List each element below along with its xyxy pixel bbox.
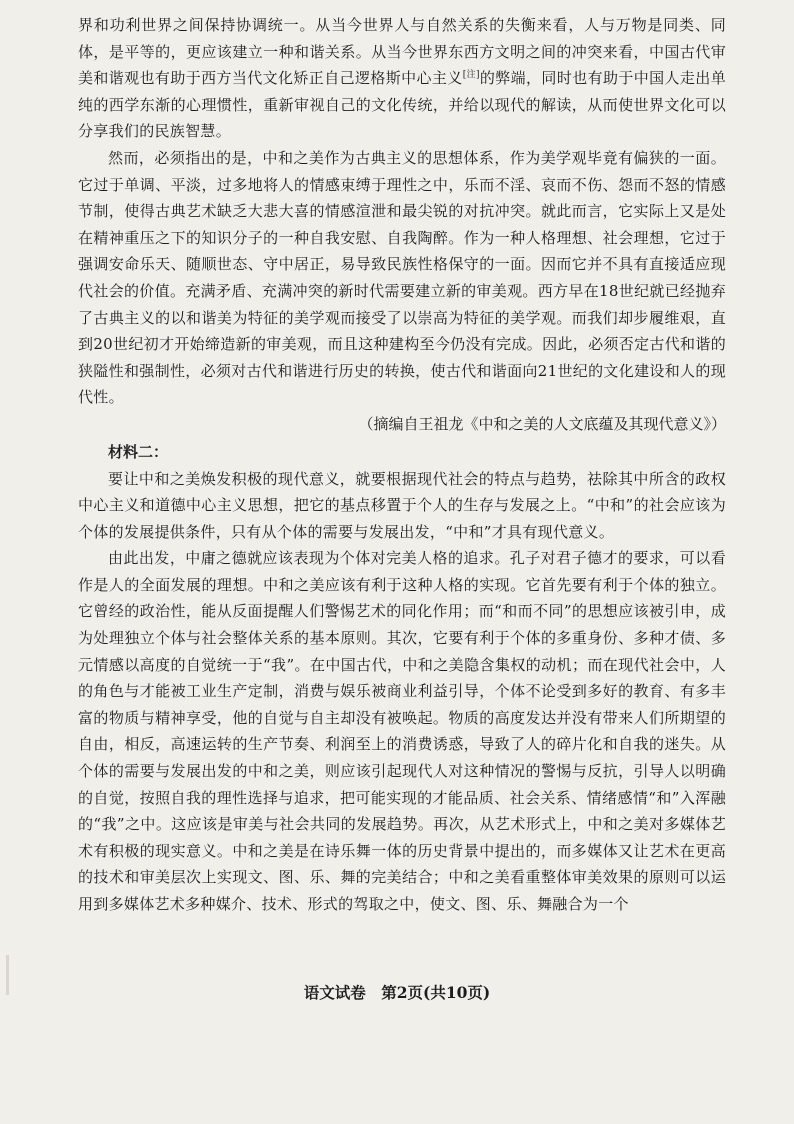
document-page [78,12,726,918]
paragraph-continuation [78,12,726,145]
footnote-marker: [注] [462,70,480,81]
paragraph-material-two-body: 由此出发，中庸之德就应该表现为个体对完美人格的追求。孔子对君子德才的要求，可以看作是人的全面发展的理想。中和之美应该有利于这种人格的实现。它首先要有利于个体的独立。它曾经的政治性，能从反面提醒人们警惕艺术的同化作用；而“和而不同”的思想应该被引申，成为处理独立个体与社会整体关系的基本原则。其次，它要有利于个体的多重身份、多种才债、多元情感以高度的自觉统一于“我”。在中国古代，中和之美隐含集权的动机；而在现代社会中，人的角色与才能被工业生产定制，消费与娱乐被商业利益引导，个体不论受到多好的教育、有多丰富的物质与精神享受，他的自觉与自主却没有被唤起。物质的高度发达并没有带来人们所期望的自由，相反，高速运转的生产节奏、利润至上的消费诱惑，导致了人的碎片化和自我的迷失。从个体的需要与发展出发的中和之美，则应该引起现代人对这种情况的警惕与反抗，引导人以明确的自觉，按照自我的理性选择与追求，把可能实现的才能品质、社会关系、情绪感情“和”入浑融的“我”之中。这应该是审美与社会共同的发展趋势。再次，从艺术形式上，中和之美对多媒体艺术有积极的现实意义。中和之美是在诗乐舞一体的历史背景中提出的，而多媒体又让艺术在更高的技术和审美层次上实现文、图、乐、舞的完美结合；中和之美看重整体审美效果的原则可以运用到多媒体艺术多种媒介、技术、形式的驾取之中，使文、图、乐、舞融合为一个 [78,549,726,913]
paragraph-material-two-intro: 要让中和之美焕发积极的现代意义，就要根据现代社会的特点与趋势，祛除其中所含的政权中心主义和道德中心主义思想，把它的基点移置于个人的生存与发展之上。“中和”的社会应该为个体的发展提供条件，只有从个体的需要与发展出发，“中和”才具有现代意义。 [78,469,726,541]
material-two-heading: 材料二： [108,442,169,461]
paragraph-text: 界和功利世界之间保持协调统一。从当今世界人与自然关系的失衡来看，人与万物是同类、同体，是平等的，更应该建立一种和谐关系。从当今世界东西方文明之间的冲突来看，中国古代审美和谐观也有助于西方当代文化矫正自己逻格斯中心主义 [78,16,726,88]
page-footer: 语文试卷 第2页(共10页) [303,983,491,1002]
paragraph-text: 的弊端，同时也有助于中国人走出单纯的西学东渐的心理惯性，重新审视自己的文化传统，并给以现代的解读，从而使世界文化可以分享我们的民族智慧。 [78,69,726,141]
paragraph-critique: 然而，必须指出的是，中和之美作为古典主义的思想体系，作为美学观毕竟有偏狭的一面。它过于单调、平淡，过多地将人的情感束缚于理性之中，乐而不淫、哀而不伤、怨而不怒的情感节制，使得古典艺术缺乏大悲大喜的情感渲泄和最尖锐的对抗冲突。就此而言，它实际上又是处在精神重压之下的知识分子的一种自我安慰、自我陶醉。作为一种人格理想、社会理想，它过于强调安命乐天、随顺世态、守中居正，易导致民族性格保守的一面。因而它并不具有直接适应现代社会的价值。充满矛盾、充满冲突的新时代需要建立新的审美观。西方早在18世纪就已经抛弃了古典主义的以和谐美为特征的美学观而接受了以崇高为特征的美学观。而我们却步履维艰，直到20世纪初才开始缔造新的审美观，而且这种建构至今仍没有完成。因此，必须否定古代和谐的狭隘性和强制性，必须对古代和谐进行历史的转换，使古代和谐面向21世纪的文化建设和人的现代性。 [78,148,726,407]
source-citation: （摘编自王祖龙《中和之美的人文底蕴及其现代意义》） [358,414,726,433]
